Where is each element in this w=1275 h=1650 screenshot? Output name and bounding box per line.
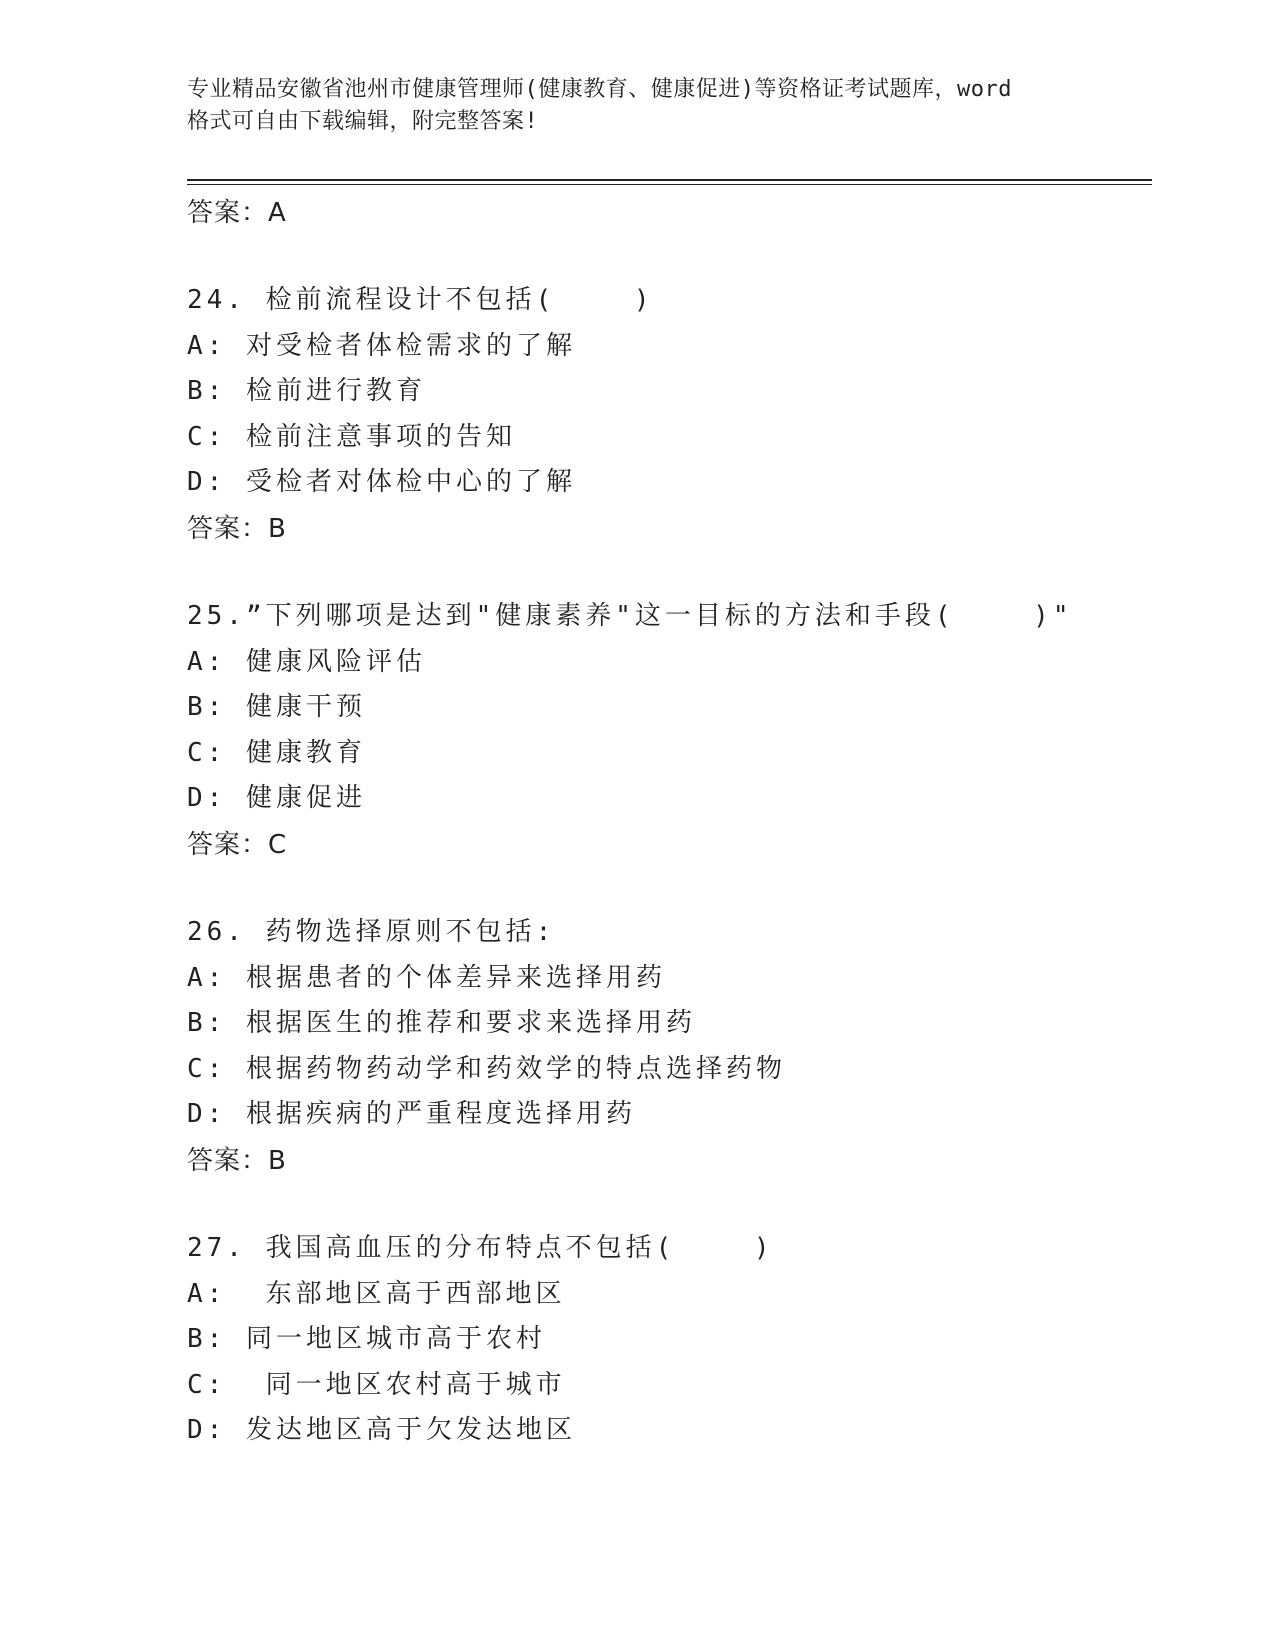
option-d: D: 健康促进 [187, 783, 366, 814]
option-b: B: 同一地区城市高于农村 [187, 1324, 546, 1355]
question-stem: 27. 我国高血压的分布特点不包括( ) [187, 1232, 774, 1263]
answer-line: 答案：C [187, 829, 288, 860]
question-24 [187, 278, 1147, 552]
question-27 [187, 1226, 1147, 1454]
answer-line: 答案：A [187, 198, 287, 228]
question-stem: 24. 检前流程设计不包括( ) [187, 285, 654, 315]
option-b: B: 健康干预 [187, 692, 366, 723]
question-stem: 26. 药物选择原则不包括: [187, 916, 556, 947]
question-26 [187, 910, 1147, 1184]
option-b: B: 检前进行教育 [187, 376, 426, 407]
page-header [187, 74, 1087, 138]
document-body [187, 190, 1147, 1454]
option-b: B: 根据医生的推荐和要求来选择用药 [187, 1008, 696, 1039]
option-c: C: 根据药物药动学和药效学的特点选择药物 [187, 1053, 786, 1084]
option-d: D: 发达地区高于欠发达地区 [187, 1415, 576, 1446]
answer-line: 答案：B [187, 1145, 287, 1176]
option-a: A: 健康风险评估 [187, 646, 426, 677]
question-25 [187, 594, 1147, 868]
answer-line: 答案：B [187, 513, 287, 544]
header-line-2: 格式可自由下载编辑，附完整答案! [187, 109, 539, 134]
option-d: D: 根据疾病的严重程度选择用药 [187, 1099, 636, 1130]
option-c: C: 同一地区农村高于城市 [187, 1369, 566, 1400]
header-divider-thin [187, 184, 1152, 185]
option-a: A: 根据患者的个体差异来选择用药 [187, 962, 666, 993]
question-stem: 25.”下列哪项是达到"健康素养"这一目标的方法和手段( )" [187, 600, 1073, 631]
header-divider [187, 179, 1152, 181]
header-line-1: 专业精品安徽省池州市健康管理师(健康教育、健康促进)等资格证考试题库，word [187, 77, 1012, 102]
option-a: A: 东部地区高于西部地区 [187, 1278, 566, 1309]
option-c: C: 健康教育 [187, 737, 366, 768]
option-d: D: 受检者对体检中心的了解 [187, 467, 576, 498]
option-c: C: 检前注意事项的告知 [187, 421, 516, 452]
option-a: A: 对受检者体检需求的了解 [187, 330, 576, 361]
